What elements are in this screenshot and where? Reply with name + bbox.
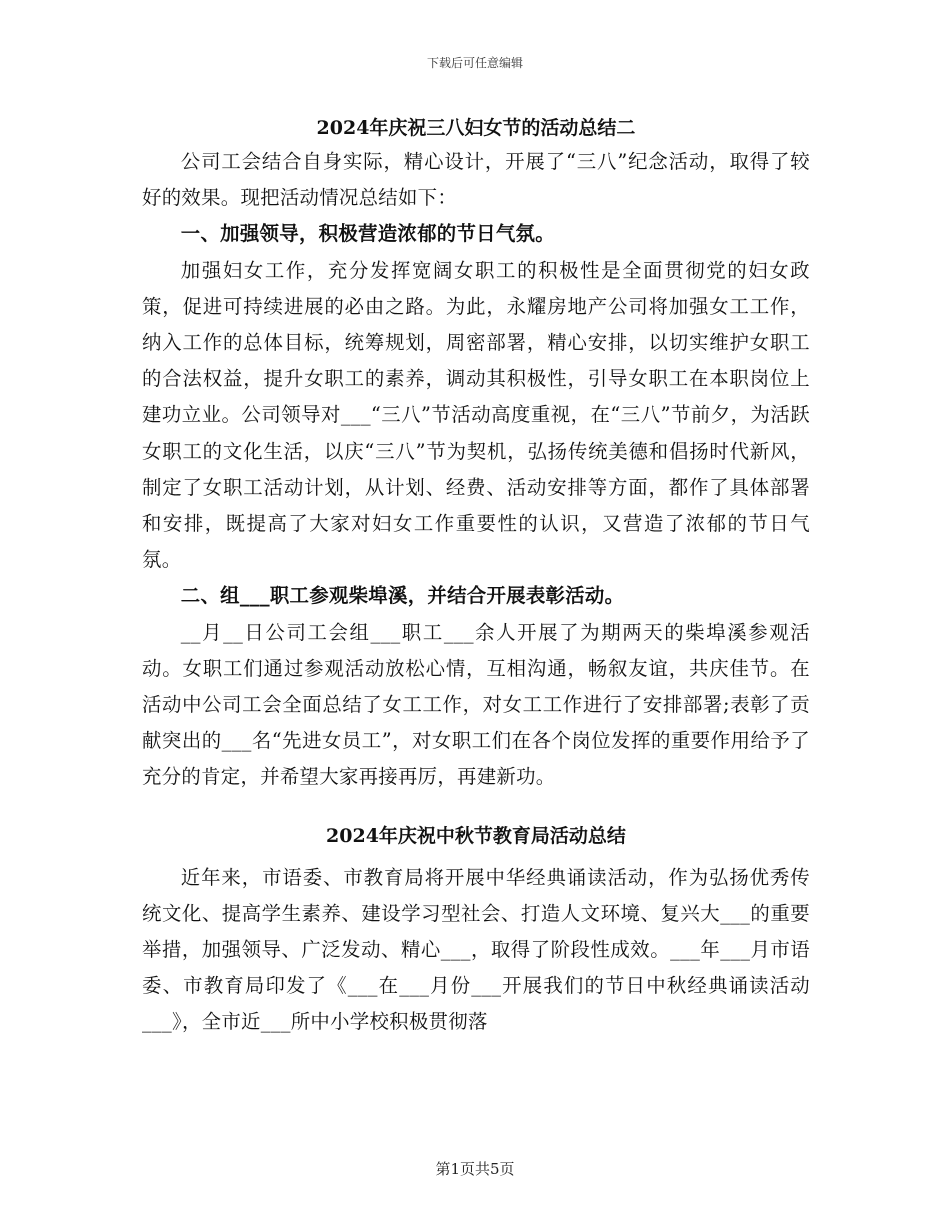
- section1-intro-paragraph: 公司工会结合自身实际，精心设计，开展了“三八”纪念活动，取得了较好的效果。现把活动情况总结如下：: [142, 150, 810, 210]
- section1-title: 2024年庆祝三八妇女节的活动总结二: [316, 117, 636, 139]
- section1-heading-2: 二、组___职工参观柴埠溪，并结合开展表彰活动。: [180, 584, 625, 608]
- section2-paragraph-1: 近年来，市语委、市教育局将开展中华经典诵读活动，作为弘扬优秀传统文化、提高学生素养、建设学习型社会、打造人文环境、复兴大___的重要举措，加强领导、广泛发动、精心___，取得了阶段性成效。___年___月市语委、市教育局印发了《___在___月份___开展我们的节日中秋经典诵读活动___》，全市近___所中小学校积极贯彻落: [142, 865, 810, 1034]
- section2-title: 2024年庆祝中秋节教育局活动总结: [326, 824, 626, 847]
- document-body: [142, 112, 810, 1041]
- section1-paragraph-3: __月__日公司工会组___职工___余人开展了为期两天的柴埠溪参观活动。女职工们通过参观活动放松心情，互相沟通，畅叙友谊，共庆佳节。在活动中公司工会全面总结了女工工作，对女工工作进行了安排部署;表彰了贡献突出的___名“先进女员工”，对女职工们在各个岗位发挥的重要作用给予了充分的肯定，并希望大家再接再厉，再建新功。: [142, 620, 810, 789]
- section1-heading-1: 一、加强领导，积极营造浓郁的节日气氛。: [180, 222, 555, 246]
- page-footer: 第1页共5页: [435, 1160, 515, 1178]
- section1-paragraph-2: 加强妇女工作，充分发挥宽阔女职工的积极性是全面贯彻党的妇女政策，促进可持续进展的必由之路。为此，永耀房地产公司将加强女工工作，纳入工作的总体目标，统筹规划，周密部署，精心安排，以切实维护女职工的合法权益，提升女职工的素养，调动其积极性，引导女职工在本职岗位上建功立业。公司领导对___“三八”节活动高度重视，在“三八”节前夕，为活跃女职工的文化生活，以庆“三八”节为契机，弘扬传统美德和倡扬时代新风，制定了女职工活动计划，从计划、经费、活动安排等方面，都作了具体部署和安排，既提高了大家对妇女工作重要性的认识，又营造了浓郁的节日气氛。: [142, 258, 810, 572]
- header-note: 下载后可任意编辑: [426, 56, 523, 70]
